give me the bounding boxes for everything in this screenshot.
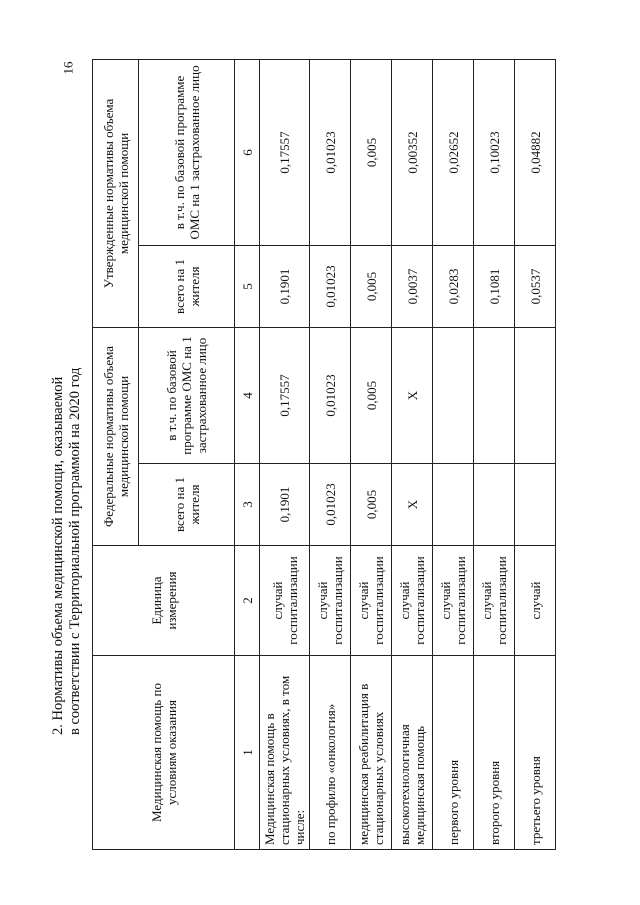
column-number: 4 [235,327,260,463]
table-row [433,59,474,849]
row-care-type: по профилю «онкология» [310,656,351,850]
row-approved-oms: 0,02652 [433,59,474,245]
header-federal-oms: в т.ч. по базовой программе ОМС на 1 застрахованное лицо [139,327,235,463]
page-number: 16 [60,61,76,75]
row-care-type: первого уровня [433,656,474,850]
row-federal-total [433,464,474,546]
header-approved-norms: Утвержденные нормативы объема медицинской помощи [93,59,139,327]
table-row [351,59,392,849]
row-federal-total [515,464,556,546]
header-federal-norms: Федеральные нормативы объема медицинской помощи [93,327,139,545]
table-row [260,59,310,849]
row-unit: случай госпитализации [474,546,515,656]
row-approved-total: 0,0283 [433,245,474,327]
header-approved-oms: в т.ч. по базовой программе ОМС на 1 застрахованное лицо [139,59,235,245]
row-approved-oms: 0,00352 [392,59,433,245]
column-number: 3 [235,464,260,546]
row-unit: случай госпитализации [351,546,392,656]
row-care-type: высокотехнологичная медицинская помощь [392,656,433,850]
row-federal-total: 0,1901 [260,464,310,546]
row-unit: случай [515,546,556,656]
column-number: 5 [235,245,260,327]
row-federal-oms: 0,17557 [260,327,310,463]
row-federal-oms: Х [392,327,433,463]
row-federal-total: 0,01023 [310,464,351,546]
norms-table [92,59,556,850]
row-approved-oms: 0,005 [351,59,392,245]
table-row [515,59,556,849]
row-federal-total: 0,005 [351,464,392,546]
row-approved-oms: 0,01023 [310,59,351,245]
table-row [474,59,515,849]
column-number: 1 [235,656,260,850]
header-approved-per-resident: всего на 1 жителя [139,245,235,327]
column-number: 2 [235,546,260,656]
row-approved-total: 0,0037 [392,245,433,327]
row-care-type: третьего уровня [515,656,556,850]
row-federal-oms [515,327,556,463]
heading-line-2: в соответствии с Территориальной программой на 2020 год [67,367,83,735]
row-federal-total: Х [392,464,433,546]
row-approved-oms: 0,04882 [515,59,556,245]
row-unit: случай госпитализации [433,546,474,656]
row-approved-total: 0,01023 [310,245,351,327]
row-approved-total: 0,0537 [515,245,556,327]
document-heading [50,60,84,850]
row-federal-oms: 0,005 [351,327,392,463]
column-number-row [235,59,260,849]
table-row [392,59,433,849]
row-approved-total: 0,1081 [474,245,515,327]
row-care-type: второго уровня [474,656,515,850]
row-unit: случай госпитализации [310,546,351,656]
row-care-type: Медицинская помощь в стационарных условиях, в том числе: [260,656,310,850]
row-unit: случай госпитализации [260,546,310,656]
document-content [50,60,556,850]
row-federal-total [474,464,515,546]
column-number: 6 [235,59,260,245]
row-federal-oms [474,327,515,463]
row-approved-total: 0,005 [351,245,392,327]
row-care-type: медицинская реабилитация в стационарных условиях [351,656,392,850]
row-federal-oms: 0,01023 [310,327,351,463]
row-approved-oms: 0,10023 [474,59,515,245]
row-federal-oms [433,327,474,463]
row-unit: случай госпитализации [392,546,433,656]
heading-line-1: 2. Нормативы объема медицинской помощи, оказываемой [50,376,66,735]
header-unit: Единица измерения [93,546,235,656]
table-row [310,59,351,849]
row-approved-oms: 0,17557 [260,59,310,245]
row-approved-total: 0,1901 [260,245,310,327]
header-care-conditions: Медицинская помощь по условиям оказания [93,656,235,850]
header-federal-per-resident: всего на 1 жителя [139,464,235,546]
